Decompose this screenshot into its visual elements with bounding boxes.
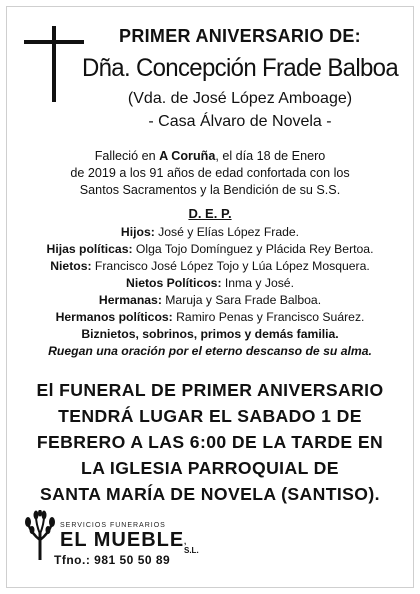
family-nietos: Nietos: Francisco José López Tojo y Lúa López Mosquera. [50, 259, 370, 273]
family-hijas-politicas: Hijas políticas: Olga Tojo Domínguez y Plácida Rey Bertoa. [46, 242, 374, 256]
family-hermanas: Hermanas: Maruja y Sara Frade Balboa. [98, 293, 322, 307]
logo-suffix: , S.L. [184, 537, 199, 555]
death-place: A Coruña [159, 149, 216, 163]
house-line: - Casa Álvaro de Novela - [148, 113, 332, 130]
funeral-announcement [0, 377, 420, 507]
family-list [0, 224, 420, 360]
death-notice-line-1: Falleció en A Coruña, el día 18 de Enero [94, 149, 326, 163]
announcement-line: SANTA MARÍA DE NOVELA (SANTISO). [40, 484, 380, 504]
anniversary-heading: PRIMER ANIVERSARIO DE: [119, 26, 361, 46]
widow-line: (Vda. de José López Amboage) [127, 90, 353, 107]
tree-icon [24, 510, 56, 560]
announcement-line: TENDRÁ LUGAR EL SABADO 1 DE [58, 406, 362, 426]
family-others: Biznietos, sobrinos, primos y demás familia. [81, 327, 339, 341]
logo-services-label: SERVICIOS FUNERARIOS [60, 522, 166, 529]
family-hermanos-politicos: Hermanos políticos: Ramiro Penas y Francisco Suárez. [55, 310, 365, 324]
announcement-line: LA IGLESIA PARROQUIAL DE [81, 458, 339, 478]
prayer-line: Ruegan una oración por el eterno descanso de su alma. [48, 344, 372, 358]
deceased-name: Dña. Concepción Frade Balboa [81, 54, 399, 82]
announcement-line: El FUNERAL DE PRIMER ANIVERSARIO [36, 380, 384, 400]
family-hijos: Hijos: José y Elías López Frade. [120, 225, 300, 239]
death-notice-line-2: de 2019 a los 91 años de edad confortada con los [70, 166, 350, 180]
dep-heading: D. E. P. [188, 206, 232, 221]
family-nietos-politicos: Nietos Políticos: Inma y José. [126, 276, 294, 290]
announcement-line: FEBRERO A LAS 6:00 DE LA TARDE EN [36, 432, 384, 452]
funeral-home-logo [24, 510, 199, 570]
logo-brand: EL MUEBLE [60, 529, 185, 551]
logo-phone: Tfno.: 981 50 50 89 [54, 553, 171, 567]
death-notice [0, 148, 420, 199]
death-notice-line-3: Santos Sacramentos y la Bendición de su S.S. [79, 183, 341, 197]
